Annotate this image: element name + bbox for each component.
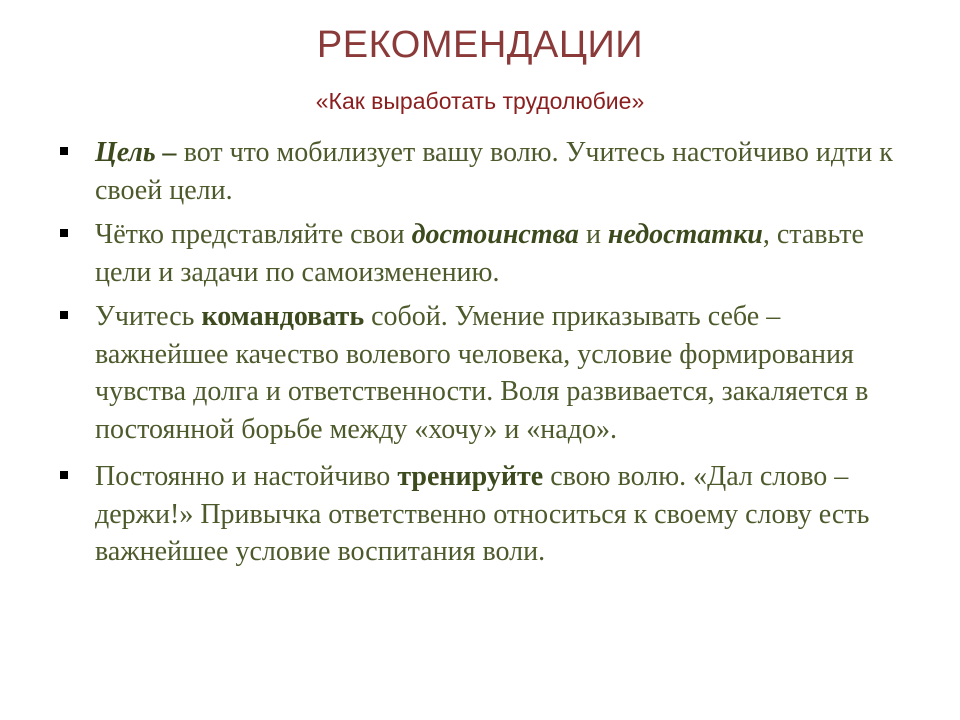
item-text-emphasis: Цель – [95,137,184,168]
item-text-emphasis: тренируйте [397,461,544,492]
recommendation-list [58,134,918,578]
slide-subtitle: «Как выработать трудолюбие» [315,88,645,114]
list-item [58,216,918,291]
square-bullet-icon [60,147,68,155]
list-item [58,134,918,209]
item-text-emphasis: недостатки [607,219,763,250]
item-text: вот что мобилизует вашу волю. Учитесь настойчиво идти к своей цели. [95,137,893,206]
square-bullet-icon [60,229,68,237]
list-item [58,458,918,571]
item-text: Чётко представляйте свои [95,219,412,250]
item-text: , ставьте цели и задачи по самоизменению. [95,219,864,288]
square-bullet-icon [60,471,68,479]
item-text: Учитесь [95,301,202,332]
square-bullet-icon [60,311,68,319]
slide-title: РЕКОМЕНДАЦИИ [316,24,644,66]
item-text-emphasis: достоинства [411,219,579,250]
item-text: Постоянно и настойчиво [95,461,398,492]
item-text: и [578,219,608,250]
item-text: собой. Умение приказывать себе – важнейшее качество волевого человека, условие формирования чувства долга и ответственности. Воля развивается, закаляется в постоянной борьбе между «хочу» и «надо». [95,301,869,445]
list-item [58,298,918,448]
item-text: свою волю. «Дал слово – держи!» Привычка ответственно относиться к своему слову есть важнейшее условие воспитания воли. [95,461,870,567]
item-text-emphasis: командовать [201,301,365,332]
